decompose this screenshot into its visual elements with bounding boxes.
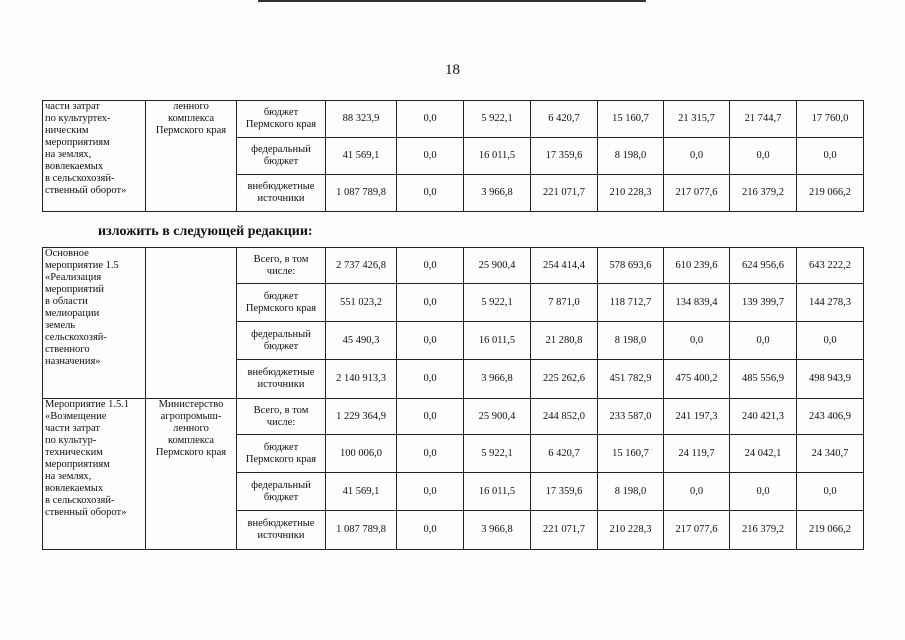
amount-cell: 25 900,4: [464, 399, 531, 435]
amount-cell: 216 379,2: [730, 511, 797, 550]
amount-cell: 8 198,0: [598, 322, 664, 360]
amount-cell: 216 379,2: [730, 175, 797, 212]
amount-cell: 5 922,1: [464, 435, 531, 473]
amount-cell: 21 744,7: [730, 101, 797, 138]
amount-cell: 0,0: [797, 322, 864, 360]
amount-cell: 3 966,8: [464, 175, 531, 212]
amount-cell: 254 414,4: [531, 248, 598, 284]
amount-cell: 25 900,4: [464, 248, 531, 284]
amount-cell: 8 198,0: [598, 473, 664, 511]
funding-source-cell: бюджет Пермского края: [237, 101, 326, 138]
amount-cell: 139 399,7: [730, 284, 797, 322]
amount-cell: 219 066,2: [797, 511, 864, 550]
amount-cell: 1 229 364,9: [326, 399, 397, 435]
funding-source-cell: бюджет Пермского края: [237, 284, 326, 322]
amount-cell: 0,0: [397, 399, 464, 435]
amount-cell: 610 239,6: [664, 248, 730, 284]
amount-cell: 15 160,7: [598, 435, 664, 473]
funding-source-cell: Всего, в том числе:: [237, 399, 326, 435]
amount-cell: 100 006,0: [326, 435, 397, 473]
table-row: [43, 101, 864, 138]
amount-cell: 5 922,1: [464, 101, 531, 138]
measure-name-cell: Мероприятие 1.5.1 «Возмещение части затрат по культур- техническим мероприятиям на землях, вовлекаемых в сельскохозяй- ственный оборот»: [43, 399, 146, 550]
amount-cell: 7 871,0: [531, 284, 598, 322]
amount-cell: 0,0: [397, 138, 464, 175]
amount-cell: 551 023,2: [326, 284, 397, 322]
measure-name-cell: Основное мероприятие 1.5 «Реализация мероприятий в области мелиорации земель сельскохозяй- ственного назначения»: [43, 248, 146, 399]
amount-cell: 217 077,6: [664, 175, 730, 212]
amount-cell: 578 693,6: [598, 248, 664, 284]
amount-cell: 0,0: [730, 473, 797, 511]
funding-source-cell: федеральный бюджет: [237, 322, 326, 360]
amount-cell: 6 420,7: [531, 101, 598, 138]
amount-cell: 0,0: [797, 138, 864, 175]
budget-table-bottom: [42, 247, 864, 550]
amount-cell: 1 087 789,8: [326, 511, 397, 550]
amount-cell: 210 228,3: [598, 511, 664, 550]
amount-cell: 0,0: [797, 473, 864, 511]
amount-cell: 0,0: [664, 473, 730, 511]
table-row: [43, 248, 864, 284]
responsible-executor-cell: Министерство агропромыш- ленного комплекса Пермского края: [146, 399, 237, 550]
amount-cell: 0,0: [397, 360, 464, 399]
amount-cell: 5 922,1: [464, 284, 531, 322]
amount-cell: 241 197,3: [664, 399, 730, 435]
amount-cell: 24 340,7: [797, 435, 864, 473]
measure-name-cell: части затрат по культуртех- ническим мероприятиям на землях, вовлекаемых в сельскохозяй- ственный оборот»: [43, 101, 146, 212]
responsible-executor-cell: [146, 248, 237, 399]
amount-cell: 0,0: [397, 511, 464, 550]
amount-cell: 88 323,9: [326, 101, 397, 138]
page-number: 18: [445, 62, 460, 78]
amount-cell: 24 119,7: [664, 435, 730, 473]
amount-cell: 2 737 426,8: [326, 248, 397, 284]
amount-cell: 0,0: [397, 248, 464, 284]
amount-cell: 233 587,0: [598, 399, 664, 435]
amount-cell: 243 406,9: [797, 399, 864, 435]
amount-cell: 0,0: [397, 473, 464, 511]
amount-cell: 15 160,7: [598, 101, 664, 138]
amount-cell: 221 071,7: [531, 511, 598, 550]
amount-cell: 16 011,5: [464, 473, 531, 511]
amount-cell: 217 077,6: [664, 511, 730, 550]
amount-cell: 210 228,3: [598, 175, 664, 212]
amount-cell: 0,0: [730, 322, 797, 360]
amount-cell: 0,0: [397, 435, 464, 473]
funding-source-cell: федеральный бюджет: [237, 473, 326, 511]
amount-cell: 21 315,7: [664, 101, 730, 138]
funding-source-cell: бюджет Пермского края: [237, 435, 326, 473]
amount-cell: 0,0: [397, 322, 464, 360]
amount-cell: 41 569,1: [326, 473, 397, 511]
amount-cell: 21 280,8: [531, 322, 598, 360]
amount-cell: 144 278,3: [797, 284, 864, 322]
amount-cell: 643 222,2: [797, 248, 864, 284]
amount-cell: 0,0: [664, 322, 730, 360]
amount-cell: 240 421,3: [730, 399, 797, 435]
amount-cell: 221 071,7: [531, 175, 598, 212]
table-row: [43, 399, 864, 435]
amount-cell: 16 011,5: [464, 322, 531, 360]
amount-cell: 16 011,5: [464, 138, 531, 175]
amount-cell: 219 066,2: [797, 175, 864, 212]
amount-cell: 0,0: [664, 138, 730, 175]
funding-source-cell: федеральный бюджет: [237, 138, 326, 175]
amount-cell: 134 839,4: [664, 284, 730, 322]
amount-cell: 17 359,6: [531, 473, 598, 511]
amount-cell: 624 956,6: [730, 248, 797, 284]
funding-source-cell: внебюджетные источники: [237, 511, 326, 550]
budget-table-top: [42, 100, 864, 212]
amount-cell: 17 359,6: [531, 138, 598, 175]
amount-cell: 6 420,7: [531, 435, 598, 473]
funding-source-cell: внебюджетные источники: [237, 360, 326, 399]
amount-cell: 451 782,9: [598, 360, 664, 399]
amount-cell: 1 087 789,8: [326, 175, 397, 212]
amount-cell: 0,0: [397, 101, 464, 138]
funding-source-cell: Всего, в том числе:: [237, 248, 326, 284]
amount-cell: 475 400,2: [664, 360, 730, 399]
amount-cell: 118 712,7: [598, 284, 664, 322]
amount-cell: 0,0: [397, 284, 464, 322]
amount-cell: 498 943,9: [797, 360, 864, 399]
funding-source-cell: внебюджетные источники: [237, 175, 326, 212]
amount-cell: 17 760,0: [797, 101, 864, 138]
amount-cell: 0,0: [730, 138, 797, 175]
responsible-executor-cell: ленного комплекса Пермского края: [146, 101, 237, 212]
amount-cell: 0,0: [397, 175, 464, 212]
amount-cell: 485 556,9: [730, 360, 797, 399]
amount-cell: 225 262,6: [531, 360, 598, 399]
amount-cell: 2 140 913,3: [326, 360, 397, 399]
amount-cell: 45 490,3: [326, 322, 397, 360]
amount-cell: 244 852,0: [531, 399, 598, 435]
amount-cell: 24 042,1: [730, 435, 797, 473]
amount-cell: 41 569,1: [326, 138, 397, 175]
amount-cell: 3 966,8: [464, 360, 531, 399]
top-rule: [258, 0, 646, 2]
amount-cell: 8 198,0: [598, 138, 664, 175]
section-heading: изложить в следующей редакции:: [98, 224, 313, 239]
amount-cell: 3 966,8: [464, 511, 531, 550]
